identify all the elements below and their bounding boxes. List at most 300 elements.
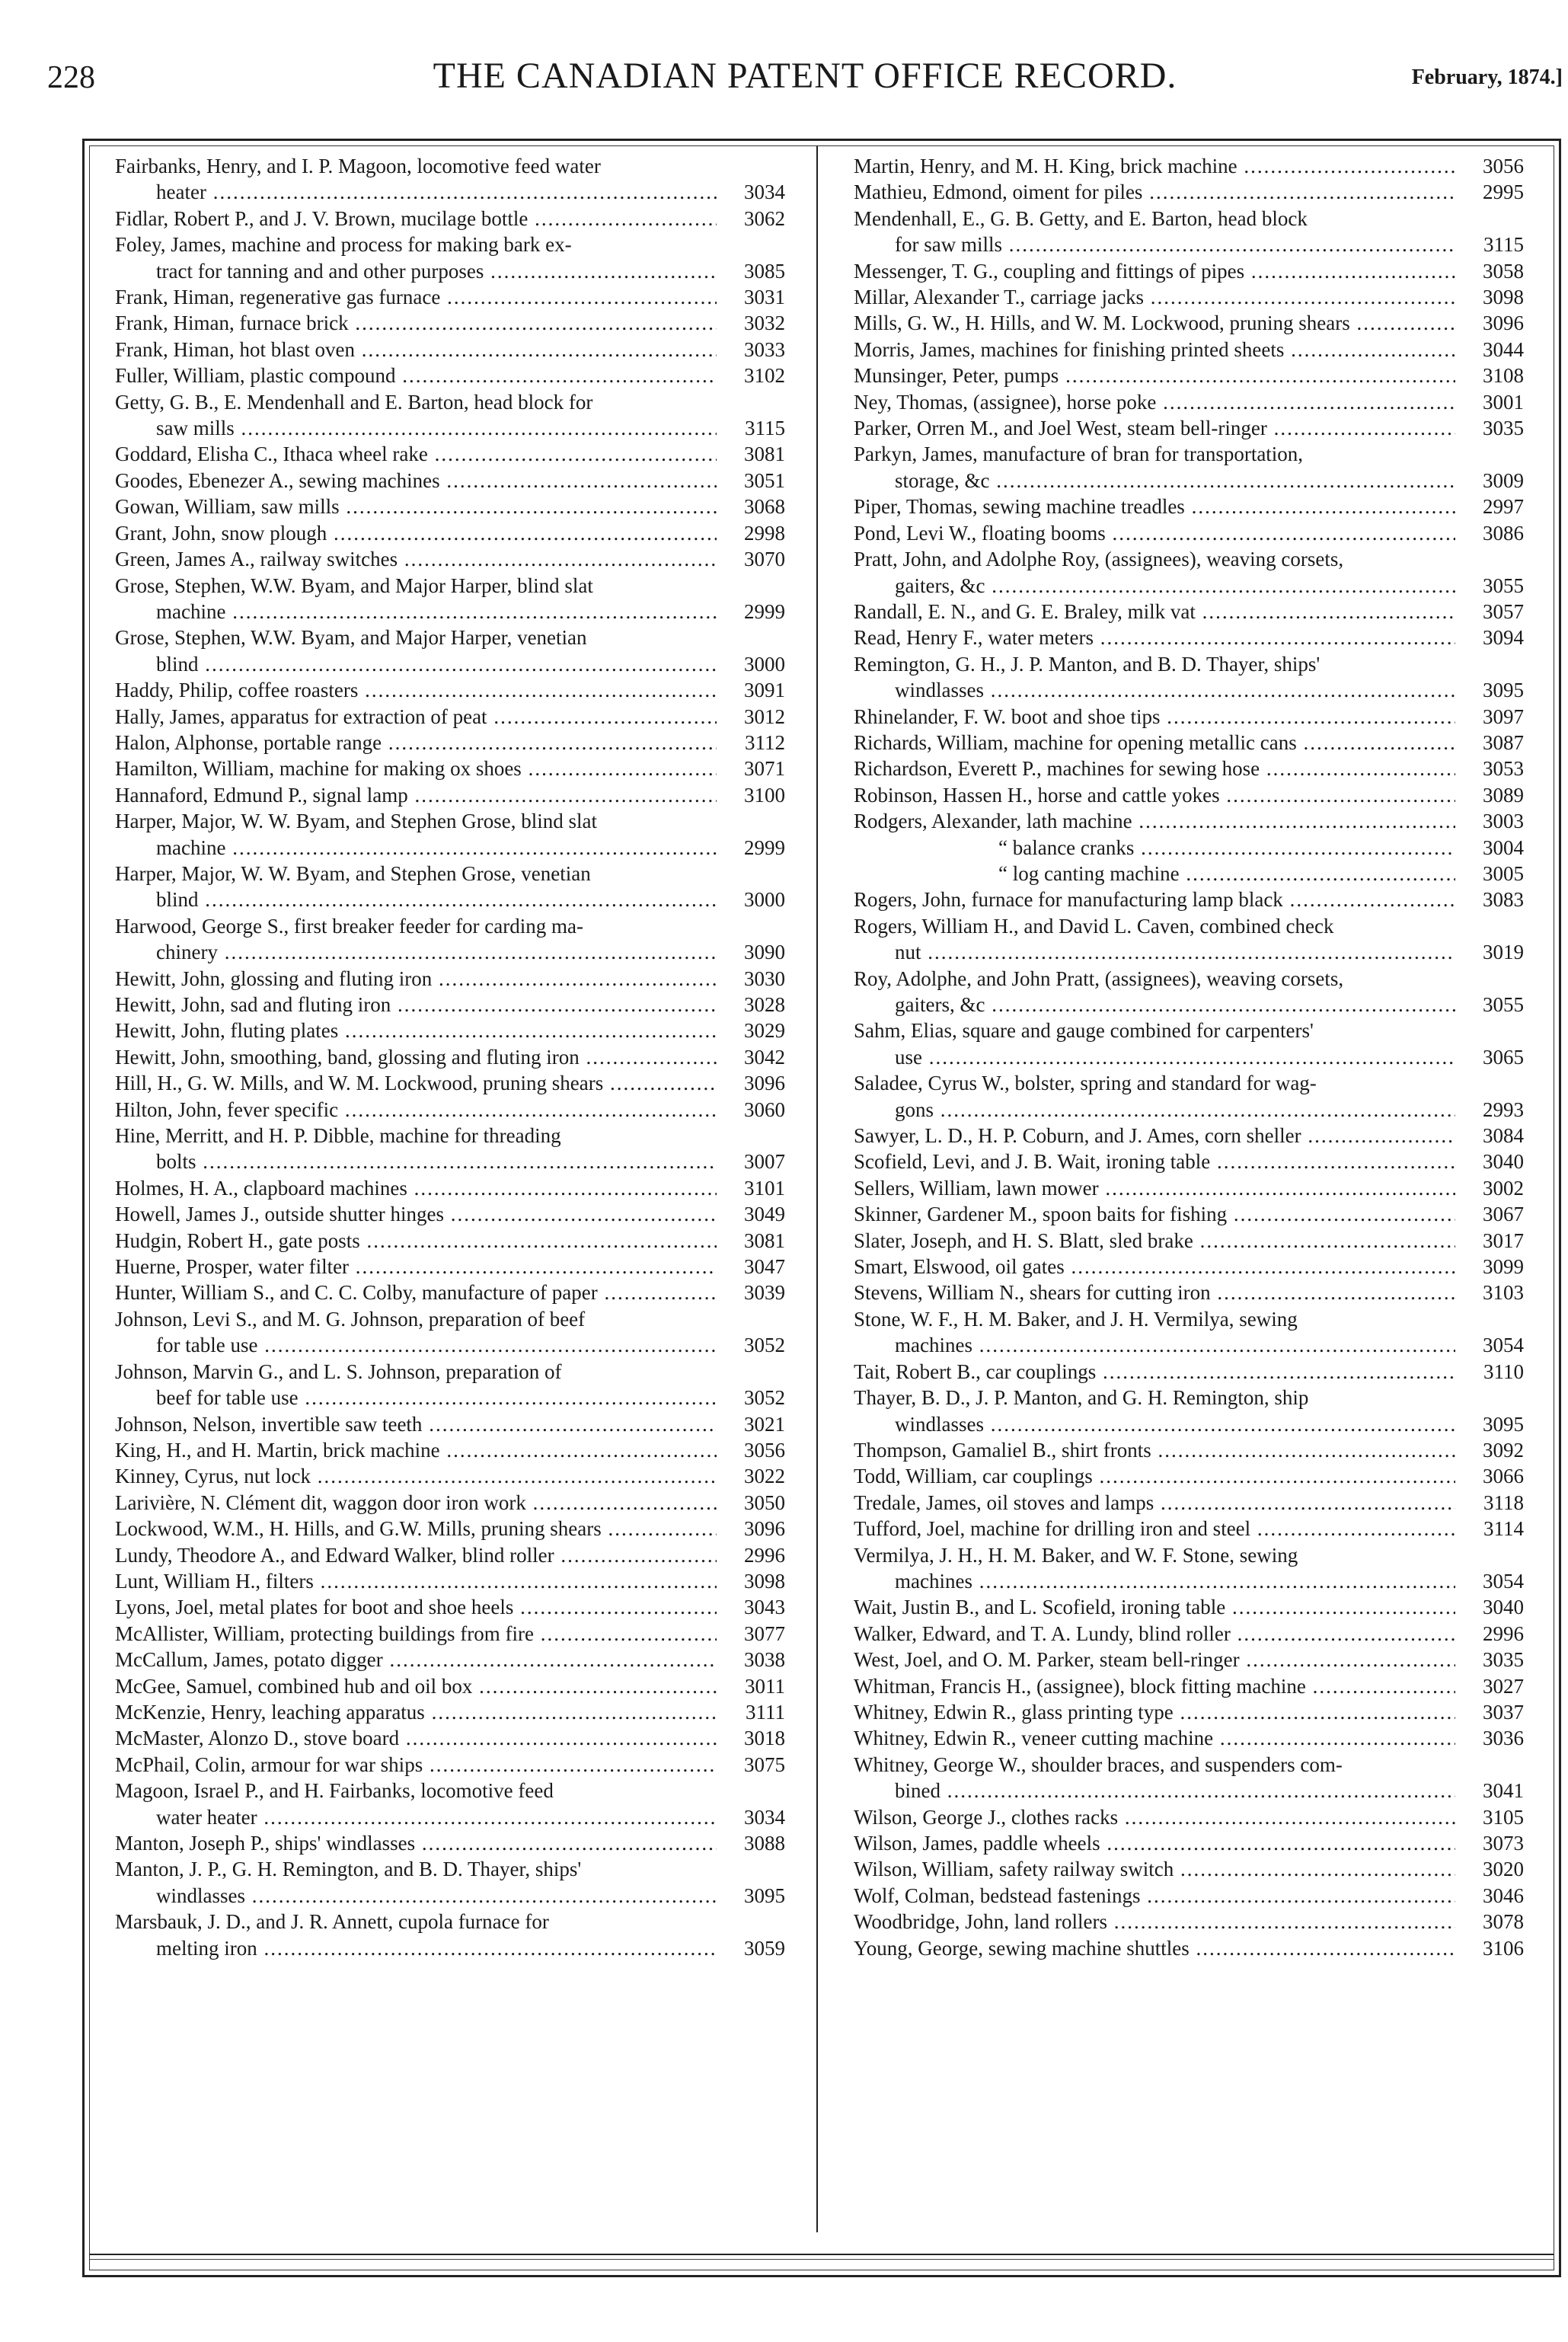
entry-text: Green, James A., railway switches ..... (115, 546, 785, 572)
index-entry (115, 153, 785, 206)
index-entry (854, 494, 1524, 519)
index-entry (854, 1254, 1524, 1280)
patent-number: 3019 (1455, 939, 1524, 965)
entry-text: Lundy, Theodore A., and Edward Walker, blind roller ..... (115, 1542, 785, 1568)
bottom-rule (89, 2254, 1554, 2255)
entry-text: Hill, H., G. W. Mills, and W. M. Lockwood, pruning shears ..... (115, 1070, 785, 1096)
index-entry (115, 1909, 785, 1961)
index-entry (854, 1359, 1524, 1385)
entry-text-continued: bolts ..... (115, 1149, 785, 1174)
entry-text: Magoon, Israel P., and H. Fairbanks, locomotive feed (115, 1779, 554, 1803)
entry-text: Randall, E. N., and G. E. Braley, milk vat ..... (854, 599, 1524, 625)
patent-number: 3029 (717, 1018, 785, 1043)
index-entry (115, 1254, 785, 1280)
entry-text-continued: machines ..... (854, 1332, 1524, 1358)
patent-number: 3096 (1455, 310, 1524, 336)
entry-text-continued: gons ..... (854, 1097, 1524, 1123)
index-entry (115, 1490, 785, 1516)
index-entry (115, 1830, 785, 1856)
index-entry (854, 599, 1524, 625)
patent-number: 3034 (717, 1804, 785, 1830)
index-entry (854, 1594, 1524, 1620)
entry-text: Whitney, George W., shoulder braces, and suspenders com- (854, 1753, 1343, 1776)
index-entry (854, 520, 1524, 546)
index-entry (115, 284, 785, 310)
index-entry (115, 1752, 785, 1778)
entry-text: Smart, Elswood, oil gates ..... (854, 1254, 1524, 1280)
patent-number: 3114 (1455, 1516, 1524, 1542)
patent-number: 3087 (1455, 730, 1524, 756)
entry-text-continued: bined ..... (854, 1778, 1524, 1804)
entry-text: Ney, Thomas, (assignee), horse poke ..... (854, 389, 1524, 415)
index-entry (115, 389, 785, 442)
entry-text-continued: melting iron ..... (115, 1935, 785, 1961)
patent-number: 3058 (1455, 258, 1524, 284)
index-entry (854, 704, 1524, 730)
index-entry (115, 1018, 785, 1043)
patent-number: 3059 (717, 1935, 785, 1961)
entry-text: Whitney, Edwin R., veneer cutting machine ..... (854, 1725, 1524, 1751)
entry-text: Sellers, William, lawn mower ..... (854, 1175, 1524, 1201)
patent-number: 3001 (1455, 389, 1524, 415)
index-entry (854, 1883, 1524, 1909)
index-entry (115, 573, 785, 625)
index-entry (115, 206, 785, 232)
index-entry (115, 1594, 785, 1620)
patent-number: 3081 (717, 1228, 785, 1254)
entry-text: Larivière, N. Clément dit, waggon door iron work ..... (115, 1490, 785, 1516)
entry-text-continued: heater ..... (115, 179, 785, 205)
patent-number: 3012 (717, 704, 785, 730)
entry-text-continued: tract for tanning and and other purposes ..... (115, 258, 785, 284)
page-header (47, 49, 1563, 102)
entry-text: Woodbridge, John, land rollers ..... (854, 1909, 1524, 1935)
entry-text: Kinney, Cyrus, nut lock ..... (115, 1463, 785, 1489)
patent-number: 3007 (717, 1149, 785, 1174)
entry-text: Foley, James, machine and process for making bark ex- (115, 233, 572, 257)
entry-text: Stevens, William N., shears for cutting iron ..... (854, 1280, 1524, 1305)
entry-text: King, H., and H. Martin, brick machine ..... (115, 1437, 785, 1463)
index-entry (854, 887, 1524, 912)
bottom-rule-thin (89, 2259, 1554, 2260)
index-entry (854, 206, 1524, 258)
patent-number: 3067 (1455, 1201, 1524, 1227)
entry-text: Fidlar, Robert P., and J. V. Brown, mucilage bottle ..... (115, 206, 785, 232)
patent-number: 3036 (1455, 1725, 1524, 1751)
index-entry (115, 1044, 785, 1070)
patent-number: 3078 (1455, 1909, 1524, 1935)
entry-text: Hewitt, John, smoothing, band, glossing and fluting iron ..... (115, 1044, 785, 1070)
patent-number: 3105 (1455, 1804, 1524, 1830)
entry-text: Wait, Justin B., and L. Scofield, ironing table ..... (854, 1594, 1524, 1620)
entry-text: Tredale, James, oil stoves and lamps ..... (854, 1490, 1524, 1516)
patent-number: 3055 (1455, 573, 1524, 599)
entry-text-continued: storage, &c ..... (854, 468, 1524, 494)
patent-number: 3004 (1455, 835, 1524, 861)
entry-text: Sahm, Elias, square and gauge combined for carpenters' (854, 1019, 1314, 1043)
index-entry (854, 258, 1524, 284)
entry-text: Wilson, George J., clothes racks ..... (854, 1804, 1524, 1830)
entry-text: Marsbauk, J. D., and J. R. Annett, cupola furnace for (115, 1910, 549, 1934)
patent-number: 3111 (717, 1699, 785, 1725)
patent-number: 3040 (1455, 1594, 1524, 1620)
patent-number: 3039 (717, 1280, 785, 1305)
patent-number: 3096 (717, 1070, 785, 1096)
index-entry (854, 966, 1524, 1018)
entry-text: Wilson, William, safety railway switch ..... (854, 1856, 1524, 1882)
index-entry (854, 1804, 1524, 1830)
patent-number: 2993 (1455, 1097, 1524, 1123)
patent-number: 3073 (1455, 1830, 1524, 1856)
patent-number: 3083 (1455, 887, 1524, 912)
entry-text: Robinson, Hassen H., horse and cattle yokes ..... (854, 782, 1524, 808)
patent-number: 3003 (1455, 808, 1524, 834)
entry-text-continued: machines ..... (854, 1568, 1524, 1594)
patent-number: 3115 (1455, 232, 1524, 257)
entry-text: Harwood, George S., first breaker feeder for carding ma- (115, 914, 583, 938)
entry-text: Goodes, Ebenezer A., sewing machines ..... (115, 468, 785, 494)
patent-number: 2995 (1455, 179, 1524, 205)
entry-text: Munsinger, Peter, pumps ..... (854, 363, 1524, 388)
patent-number: 3095 (1455, 677, 1524, 703)
index-entry (854, 1935, 1524, 1961)
index-entry (115, 1228, 785, 1254)
entry-text: McMaster, Alonzo D., stove board ..... (115, 1725, 785, 1751)
entry-text: Remington, G. H., J. P. Manton, and B. D. Thayer, ships' (854, 652, 1321, 676)
index-entry (115, 1542, 785, 1568)
index-entry (115, 1175, 785, 1201)
patent-number: 3046 (1455, 1883, 1524, 1909)
entry-text: Howell, James J., outside shutter hinges ..... (115, 1201, 785, 1227)
entry-text: Gowan, William, saw mills ..... (115, 494, 785, 519)
index-entry (854, 441, 1524, 494)
index-entry (115, 468, 785, 494)
index-entry (854, 153, 1524, 179)
entry-text: Huerne, Prosper, water filter ..... (115, 1254, 785, 1280)
entry-text: Frank, Himan, hot blast oven ..... (115, 337, 785, 363)
patent-number: 3095 (1455, 1411, 1524, 1437)
index-entry (854, 179, 1524, 205)
entry-text: Millar, Alexander T., carriage jacks ..... (854, 284, 1524, 310)
index-entry (115, 913, 785, 966)
patent-number: 3100 (717, 782, 785, 808)
entry-text: Johnson, Levi S., and M. G. Johnson, preparation of beef (115, 1307, 586, 1331)
index-entry (854, 310, 1524, 336)
patent-number: 2999 (717, 835, 785, 861)
index-entry (854, 651, 1524, 704)
patent-number: 3090 (717, 939, 785, 965)
entry-text: Getty, G. B., E. Mendenhall and E. Barton, head block for (115, 390, 593, 414)
index-entry (854, 1542, 1524, 1595)
patent-number: 3110 (1455, 1359, 1524, 1385)
patent-number: 3103 (1455, 1280, 1524, 1305)
patent-number: 3054 (1455, 1332, 1524, 1358)
patent-number: 3009 (1455, 468, 1524, 494)
index-entry (854, 1856, 1524, 1882)
index-entry (115, 337, 785, 363)
index-entry (854, 1490, 1524, 1516)
patent-number: 3112 (717, 730, 785, 756)
index-entry (115, 1725, 785, 1751)
entry-text-continued: chinery ..... (115, 939, 785, 965)
patent-number: 3005 (1455, 861, 1524, 887)
index-entry (115, 1856, 785, 1909)
entry-text: Rogers, John, furnace for manufacturing lamp black ..... (854, 887, 1524, 912)
index-entry (854, 1621, 1524, 1647)
patent-number: 3057 (1455, 599, 1524, 625)
entry-text: Todd, William, car couplings ..... (854, 1463, 1524, 1489)
entry-text: Slater, Joseph, and H. S. Blatt, sled brake ..... (854, 1228, 1524, 1254)
entry-text: Haddy, Philip, coffee roasters ..... (115, 677, 785, 703)
entry-text: Hally, James, apparatus for extraction of peat ..... (115, 704, 785, 730)
index-entry (115, 966, 785, 992)
patent-number: 3099 (1455, 1254, 1524, 1280)
entry-text: Frank, Himan, regenerative gas furnace ..... (115, 284, 785, 310)
index-entry (115, 1673, 785, 1699)
patent-number: 3070 (717, 546, 785, 572)
index-entry (854, 835, 1524, 861)
index-entry (854, 284, 1524, 310)
entry-text: Grose, Stephen, W.W. Byam, and Major Harper, venetian (115, 626, 587, 650)
entry-text-continued: for table use ..... (115, 1332, 785, 1358)
patent-number: 3018 (717, 1725, 785, 1751)
index-entry (854, 337, 1524, 363)
entry-text: McAllister, William, protecting buildings from fire ..... (115, 1621, 785, 1647)
entry-text: Mendenhall, E., G. B. Getty, and E. Barton, head block (854, 206, 1308, 230)
patent-number: 3002 (1455, 1175, 1524, 1201)
entry-text-continued: use ..... (854, 1044, 1524, 1070)
entry-text: Roy, Adolphe, and John Pratt, (assignees), weaving corsets, (854, 967, 1344, 990)
patent-number: 3108 (1455, 363, 1524, 388)
patent-number: 3081 (717, 441, 785, 467)
entry-text: Lockwood, W.M., H. Hills, and G.W. Mills, pruning shears ..... (115, 1516, 785, 1542)
patent-number: 3052 (717, 1332, 785, 1358)
entry-text: Rhinelander, F. W. boot and shoe tips ..... (854, 704, 1524, 730)
index-entry (115, 1699, 785, 1725)
patent-number: 3053 (1455, 756, 1524, 781)
entry-text: Hudgin, Robert H., gate posts ..... (115, 1228, 785, 1254)
entry-text: Frank, Himan, furnace brick ..... (115, 310, 785, 336)
patent-number: 3094 (1455, 625, 1524, 650)
index-entry (115, 546, 785, 572)
patent-number: 3071 (717, 756, 785, 781)
index-entry (115, 992, 785, 1018)
index-entry (115, 1097, 785, 1123)
entry-text: Wolf, Colman, bedstead fastenings ..... (854, 1883, 1524, 1909)
entry-text: Grant, John, snow plough ..... (115, 520, 785, 546)
patent-number: 3000 (717, 887, 785, 912)
index-entry (115, 1778, 785, 1830)
index-entry (854, 756, 1524, 781)
entry-text: Hewitt, John, fluting plates ..... (115, 1018, 785, 1043)
patent-number: 3075 (717, 1752, 785, 1778)
patent-number: 3028 (717, 992, 785, 1018)
index-entry (115, 1070, 785, 1096)
entry-text: Hannaford, Edmund P., signal lamp ..... (115, 782, 785, 808)
patent-number: 3066 (1455, 1463, 1524, 1489)
entry-text: Holmes, H. A., clapboard machines ..... (115, 1175, 785, 1201)
entry-text: Stone, W. F., H. M. Baker, and J. H. Vermilya, sewing (854, 1307, 1298, 1331)
patent-number: 3118 (1455, 1490, 1524, 1516)
patent-number: 3095 (717, 1883, 785, 1909)
entry-text: Mills, G. W., H. Hills, and W. M. Lockwood, pruning shears ..... (854, 310, 1524, 336)
issue-date: February, 1874.] (1411, 65, 1563, 89)
entry-text: Goddard, Elisha C., Ithaca wheel rake ..... (115, 441, 785, 467)
patent-number: 3092 (1455, 1437, 1524, 1463)
index-entry (854, 1175, 1524, 1201)
entry-text-continued: machine ..... (115, 599, 785, 625)
entry-text: Rodgers, Alexander, lath machine ..... (854, 808, 1524, 834)
index-entry (854, 808, 1524, 834)
right-index-column (854, 153, 1524, 1961)
entry-text: Richards, William, machine for opening metallic cans ..... (854, 730, 1524, 756)
entry-text-continued: water heater ..... (115, 1804, 785, 1830)
index-entry (115, 730, 785, 756)
patent-number: 3035 (1455, 415, 1524, 441)
entry-text: Grose, Stephen, W.W. Byam, and Major Harper, blind slat (115, 574, 593, 597)
patent-number: 3102 (717, 363, 785, 388)
patent-number: 3038 (717, 1647, 785, 1673)
entry-text: McPhail, Colin, armour for war ships ..... (115, 1752, 785, 1778)
entry-text: Thompson, Gamaliel B., shirt fronts ..... (854, 1437, 1524, 1463)
patent-number: 3047 (717, 1254, 785, 1280)
entry-text: Rogers, William H., and David L. Caven, combined check (854, 914, 1334, 938)
entry-text: “ balance cranks ..... (854, 835, 1524, 861)
index-entry (854, 1149, 1524, 1174)
patent-number: 3051 (717, 468, 785, 494)
index-entry (115, 363, 785, 388)
patent-number: 3056 (1455, 153, 1524, 179)
patent-number: 2996 (1455, 1621, 1524, 1647)
entry-text: Vermilya, J. H., H. M. Baker, and W. F. Stone, sewing (854, 1543, 1298, 1567)
entry-text: Walker, Edward, and T. A. Lundy, blind roller ..... (854, 1621, 1524, 1647)
index-entry (854, 1018, 1524, 1070)
entry-text: Fairbanks, Henry, and I. P. Magoon, locomotive feed water (115, 155, 601, 177)
index-entry (115, 494, 785, 519)
entry-text: Read, Henry F., water meters ..... (854, 625, 1524, 650)
index-entry (115, 1568, 785, 1594)
patent-number: 3056 (717, 1437, 785, 1463)
entry-text: Hunter, William S., and C. C. Colby, manufacture of paper ..... (115, 1280, 785, 1305)
entry-text: McKenzie, Henry, leaching apparatus ..... (115, 1699, 785, 1725)
patent-number: 3091 (717, 677, 785, 703)
entry-text-continued: windlasses ..... (854, 1411, 1524, 1437)
index-entry (115, 520, 785, 546)
patent-number: 3033 (717, 337, 785, 363)
index-entry (115, 1621, 785, 1647)
entry-text: Johnson, Marvin G., and L. S. Johnson, preparation of (115, 1360, 562, 1383)
index-entry (854, 1070, 1524, 1123)
patent-number: 3060 (717, 1097, 785, 1123)
index-entry (854, 1725, 1524, 1751)
patent-number: 3089 (1455, 782, 1524, 808)
patent-number: 3011 (717, 1673, 785, 1699)
index-entry (115, 1280, 785, 1305)
entry-text: McGee, Samuel, combined hub and oil box ..... (115, 1673, 785, 1699)
patent-number: 3027 (1455, 1673, 1524, 1699)
index-entry (115, 861, 785, 913)
entry-text: Thayer, B. D., J. P. Manton, and G. H. Remington, ship (854, 1386, 1309, 1410)
index-frame (82, 139, 1561, 2277)
index-entry (115, 1123, 785, 1175)
entry-text: Hilton, John, fever specific ..... (115, 1097, 785, 1123)
entry-text-continued: nut ..... (854, 939, 1524, 965)
entry-text: Manton, J. P., G. H. Remington, and B. D. Thayer, ships' (115, 1858, 582, 1881)
index-entry (854, 1752, 1524, 1804)
entry-text: Parker, Orren M., and Joel West, steam bell-ringer ..... (854, 415, 1524, 441)
entry-text: Parkyn, James, manufacture of bran for transportation, (854, 443, 1304, 466)
entry-text-continued: for saw mills ..... (854, 232, 1524, 257)
index-entry (854, 1280, 1524, 1305)
entry-text: West, Joel, and O. M. Parker, steam bell-ringer ..... (854, 1647, 1524, 1673)
patent-number: 2998 (717, 520, 785, 546)
index-entry (115, 1359, 785, 1411)
patent-number: 3097 (1455, 704, 1524, 730)
index-entry (115, 1437, 785, 1463)
entry-text: Wilson, James, paddle wheels ..... (854, 1830, 1524, 1856)
patent-number: 3054 (1455, 1568, 1524, 1594)
patent-number: 3020 (1455, 1856, 1524, 1882)
index-entry (115, 1463, 785, 1489)
patent-number: 3052 (717, 1385, 785, 1411)
entry-text: Whitney, Edwin R., glass printing type ..... (854, 1699, 1524, 1725)
index-entry (115, 808, 785, 861)
entry-text: Mathieu, Edmond, oiment for piles ..... (854, 179, 1524, 205)
patent-number: 3101 (717, 1175, 785, 1201)
index-entry (115, 1647, 785, 1673)
index-entry (854, 1123, 1524, 1149)
entry-text: Whitman, Francis H., (assignee), block fitting machine ..... (854, 1673, 1524, 1699)
entry-text-continued: gaiters, &c ..... (854, 992, 1524, 1018)
patent-number: 3044 (1455, 337, 1524, 363)
index-entry (115, 704, 785, 730)
index-entry (854, 415, 1524, 441)
index-entry (854, 1830, 1524, 1856)
index-entry (854, 546, 1524, 599)
entry-text: Halon, Alphonse, portable range ..... (115, 730, 785, 756)
patent-number: 3017 (1455, 1228, 1524, 1254)
index-entry (854, 1306, 1524, 1359)
patent-number: 3041 (1455, 1778, 1524, 1804)
patent-number: 3088 (717, 1830, 785, 1856)
patent-number: 3085 (717, 258, 785, 284)
patent-number: 3042 (717, 1044, 785, 1070)
entry-text-continued: saw mills ..... (115, 415, 785, 441)
entry-text: Lyons, Joel, metal plates for boot and shoe heels ..... (115, 1594, 785, 1620)
patent-number: 3022 (717, 1463, 785, 1489)
index-entry (115, 782, 785, 808)
entry-text: Lunt, William H., filters ..... (115, 1568, 785, 1594)
patent-number: 3037 (1455, 1699, 1524, 1725)
entry-text: Martin, Henry, and M. H. King, brick machine ..... (854, 153, 1524, 179)
page-title: THE CANADIAN PATENT OFFICE RECORD. (433, 56, 1177, 96)
entry-text: Messenger, T. G., coupling and fittings of pipes ..... (854, 258, 1524, 284)
entry-text: Hewitt, John, glossing and fluting iron ..... (115, 966, 785, 992)
index-entry (854, 363, 1524, 388)
patent-number: 3065 (1455, 1044, 1524, 1070)
entry-text: Pratt, John, and Adolphe Roy, (assignees), weaving corsets, (854, 548, 1344, 571)
index-entry (854, 1201, 1524, 1227)
patent-number: 2999 (717, 599, 785, 625)
entry-text: Morris, James, machines for finishing printed sheets ..... (854, 337, 1524, 363)
index-entry (115, 625, 785, 677)
index-entry (854, 1647, 1524, 1673)
entry-text: Scofield, Levi, and J. B. Wait, ironing table ..... (854, 1149, 1524, 1174)
entry-text: Hine, Merritt, and H. P. Dibble, machine for threading (115, 1124, 561, 1148)
patent-number: 3031 (717, 284, 785, 310)
patent-number: 3068 (717, 494, 785, 519)
index-entry (854, 1385, 1524, 1437)
